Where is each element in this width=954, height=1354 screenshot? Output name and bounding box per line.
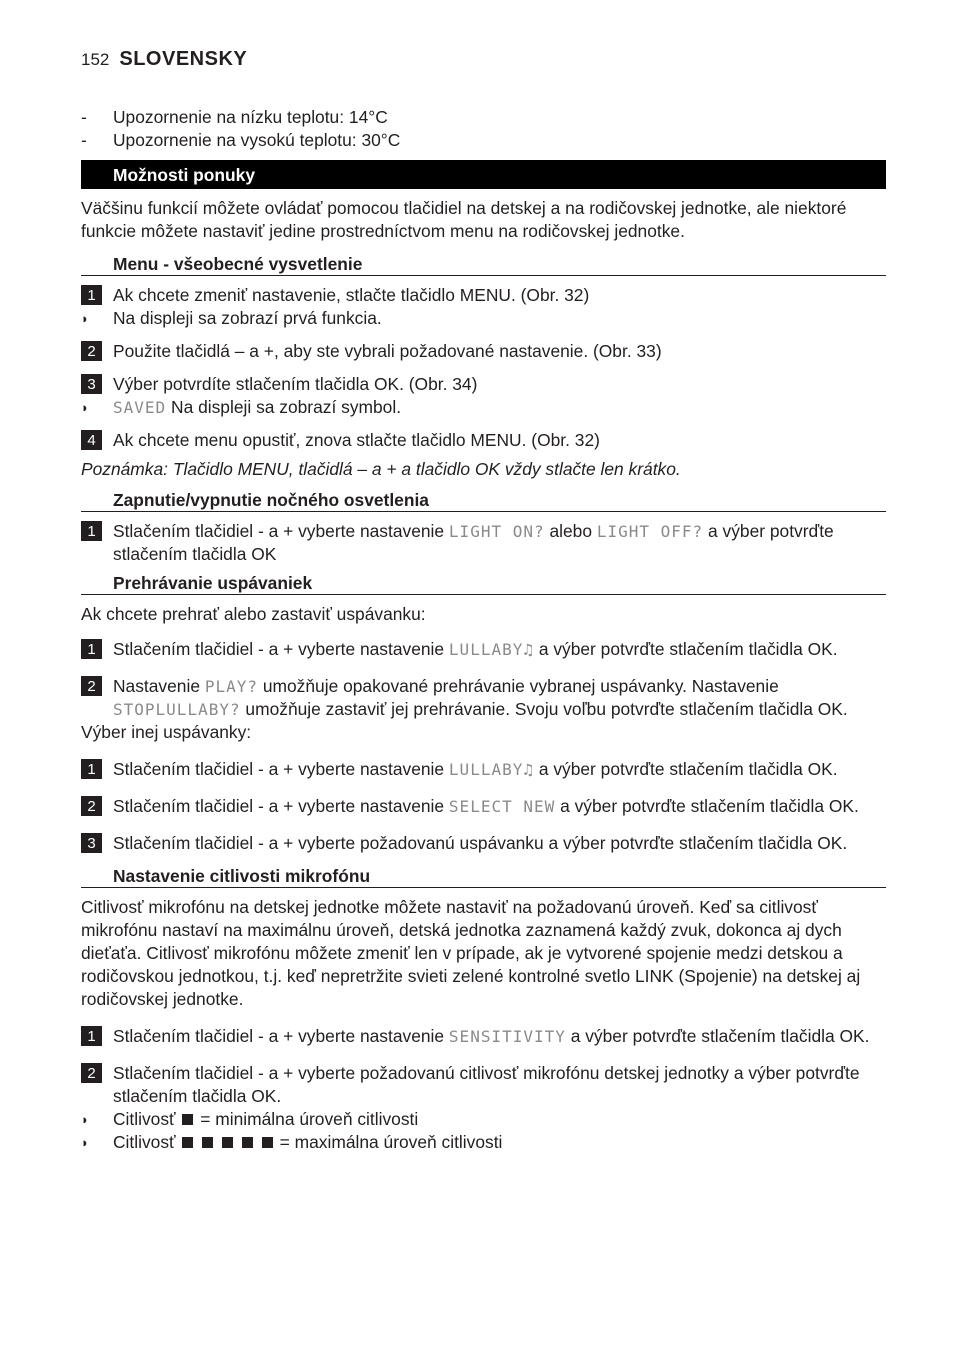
lcd-symbol: LIGHT OFF? [596, 522, 704, 541]
subheading-lullaby: Prehrávanie uspávaniek [81, 570, 886, 595]
lcd-symbol: SELECT NEW [448, 797, 556, 816]
result-arrow-icon: ◗ [81, 400, 89, 415]
result: ◗ SAVED Na displeji sa zobrazí symbol. [81, 397, 402, 417]
lcd-symbol: SAVED [113, 398, 167, 417]
level-square-icon [242, 1137, 253, 1148]
result: ◗ Na displeji sa zobrazí prvá funkcia. [81, 308, 382, 328]
result-arrow-icon: ◗ [81, 1112, 89, 1127]
note: Poznámka: Tlačidlo MENU, tlačidlá – a + a tlačidlo OK vždy stlačte len krátko. [81, 459, 681, 479]
level-square-icon [222, 1137, 233, 1148]
level-square-icon [262, 1137, 273, 1148]
list-item: - Upozornenie na vysokú teplotu: 30°C [81, 130, 401, 150]
lcd-symbol: LIGHT ON? [448, 522, 545, 541]
manual-page [81, 48, 886, 1154]
result: ◗ Citlivosť = maximálna úroveň citlivosti [81, 1132, 503, 1152]
step: 1 Stlačením tlačidiel - a + vyberte nastavenie SENSITIVITY a výber potvrďte stlačením tlačidla OK. [81, 1025, 886, 1048]
subheading-menu: Menu - všeobecné vysvetlenie [81, 251, 886, 276]
lcd-symbol: STOPLULLABY? [113, 700, 241, 719]
result: ◗ Citlivosť = minimálna úroveň citlivosti [81, 1109, 419, 1129]
level-square-icon [202, 1137, 213, 1148]
paragraph: Výber inej uspávanky: [81, 722, 252, 742]
step: 1 Stlačením tlačidiel - a + vyberte nastavenie LIGHT ON? alebo LIGHT OFF? a výber potvrďte stlačením tlačidla OK [81, 520, 886, 566]
lcd-symbol: LULLABY♫ [448, 640, 534, 659]
section-intro: Väčšinu funkcií môžete ovládať pomocou tlačidiel na detskej a na rodičovskej jednotke, ale niektoré funkcie môžete nastaviť jedine prostredníctvom menu na rodičovskej jednotke. [81, 198, 847, 241]
level-square-icon [182, 1114, 193, 1125]
page-number: 152 [81, 50, 110, 69]
step: 2 Stlačením tlačidiel - a + vyberte nastavenie SELECT NEW a výber potvrďte stlačením tlačidla OK. [81, 795, 886, 818]
step: 2 Použite tlačidlá – a +, aby ste vybrali požadované nastavenie. (Obr. 33) [81, 340, 886, 363]
lcd-symbol: SENSITIVITY [448, 1027, 566, 1046]
result-arrow-icon: ◗ [81, 311, 89, 326]
lcd-symbol: PLAY? [204, 677, 259, 696]
step: 3 Výber potvrdíte stlačením tlačidla OK. (Obr. 34) [81, 373, 886, 396]
level-square-icon [182, 1137, 193, 1148]
paragraph: Citlivosť mikrofónu na detskej jednotke môžete nastaviť na požadovanú úroveň. Keď sa citlivosť mikrofónu nastaví na maximálnu úroveň, detská jednotka zaznamená každý zvuk, dokonca aj dych dieťaťa. Citlivosť mikrofónu môžete zmeniť len v prípade, ak je vytvorené spojenie medzi detskou a rodičovskou jednotkou, t.j. keď nepretržite svieti zelené kontrolné svetlo LINK (Spojenie) na detskej aj rodičovskej jednotke. [81, 897, 861, 1009]
paragraph: Ak chcete prehrať alebo zastaviť uspávanku: [81, 604, 426, 624]
list-item: - Upozornenie na nízku teplotu: 14°C [81, 107, 388, 127]
subheading-mic: Nastavenie citlivosti mikrofónu [81, 863, 886, 888]
language-title: SLOVENSKY [119, 48, 248, 70]
step: 1 Stlačením tlačidiel - a + vyberte nastavenie LULLABY♫ a výber potvrďte stlačením tlačidla OK. [81, 638, 886, 661]
step: 4 Ak chcete menu opustiť, znova stlačte tlačidlo MENU. (Obr. 32) [81, 429, 886, 452]
lcd-symbol: LULLABY♫ [448, 760, 534, 779]
page-header [81, 48, 886, 74]
step: 2 Nastavenie PLAY? umožňuje opakované prehrávanie vybranej uspávanky. Nastavenie STOPLULLABY? umožňuje zastaviť jej prehrávanie. Svoju voľbu potvrďte stlačením tlačidla OK. [81, 675, 886, 721]
section-heading: Možnosti ponuky [81, 160, 886, 189]
result-arrow-icon: ◗ [81, 1135, 89, 1150]
step: 2 Stlačením tlačidiel - a + vyberte požadovanú citlivosť mikrofónu detskej jednotky a výber potvrďte stlačením tlačidla OK. [81, 1062, 886, 1108]
step: 3 Stlačením tlačidiel - a + vyberte požadovanú uspávanku a výber potvrďte stlačením tlačidla OK. [81, 832, 886, 855]
step: 1 Stlačením tlačidiel - a + vyberte nastavenie LULLABY♫ a výber potvrďte stlačením tlačidla OK. [81, 758, 886, 781]
subheading-light: Zapnutie/vypnutie nočného osvetlenia [81, 487, 886, 512]
step: 1 Ak chcete zmeniť nastavenie, stlačte tlačidlo MENU. (Obr. 32) [81, 284, 886, 307]
